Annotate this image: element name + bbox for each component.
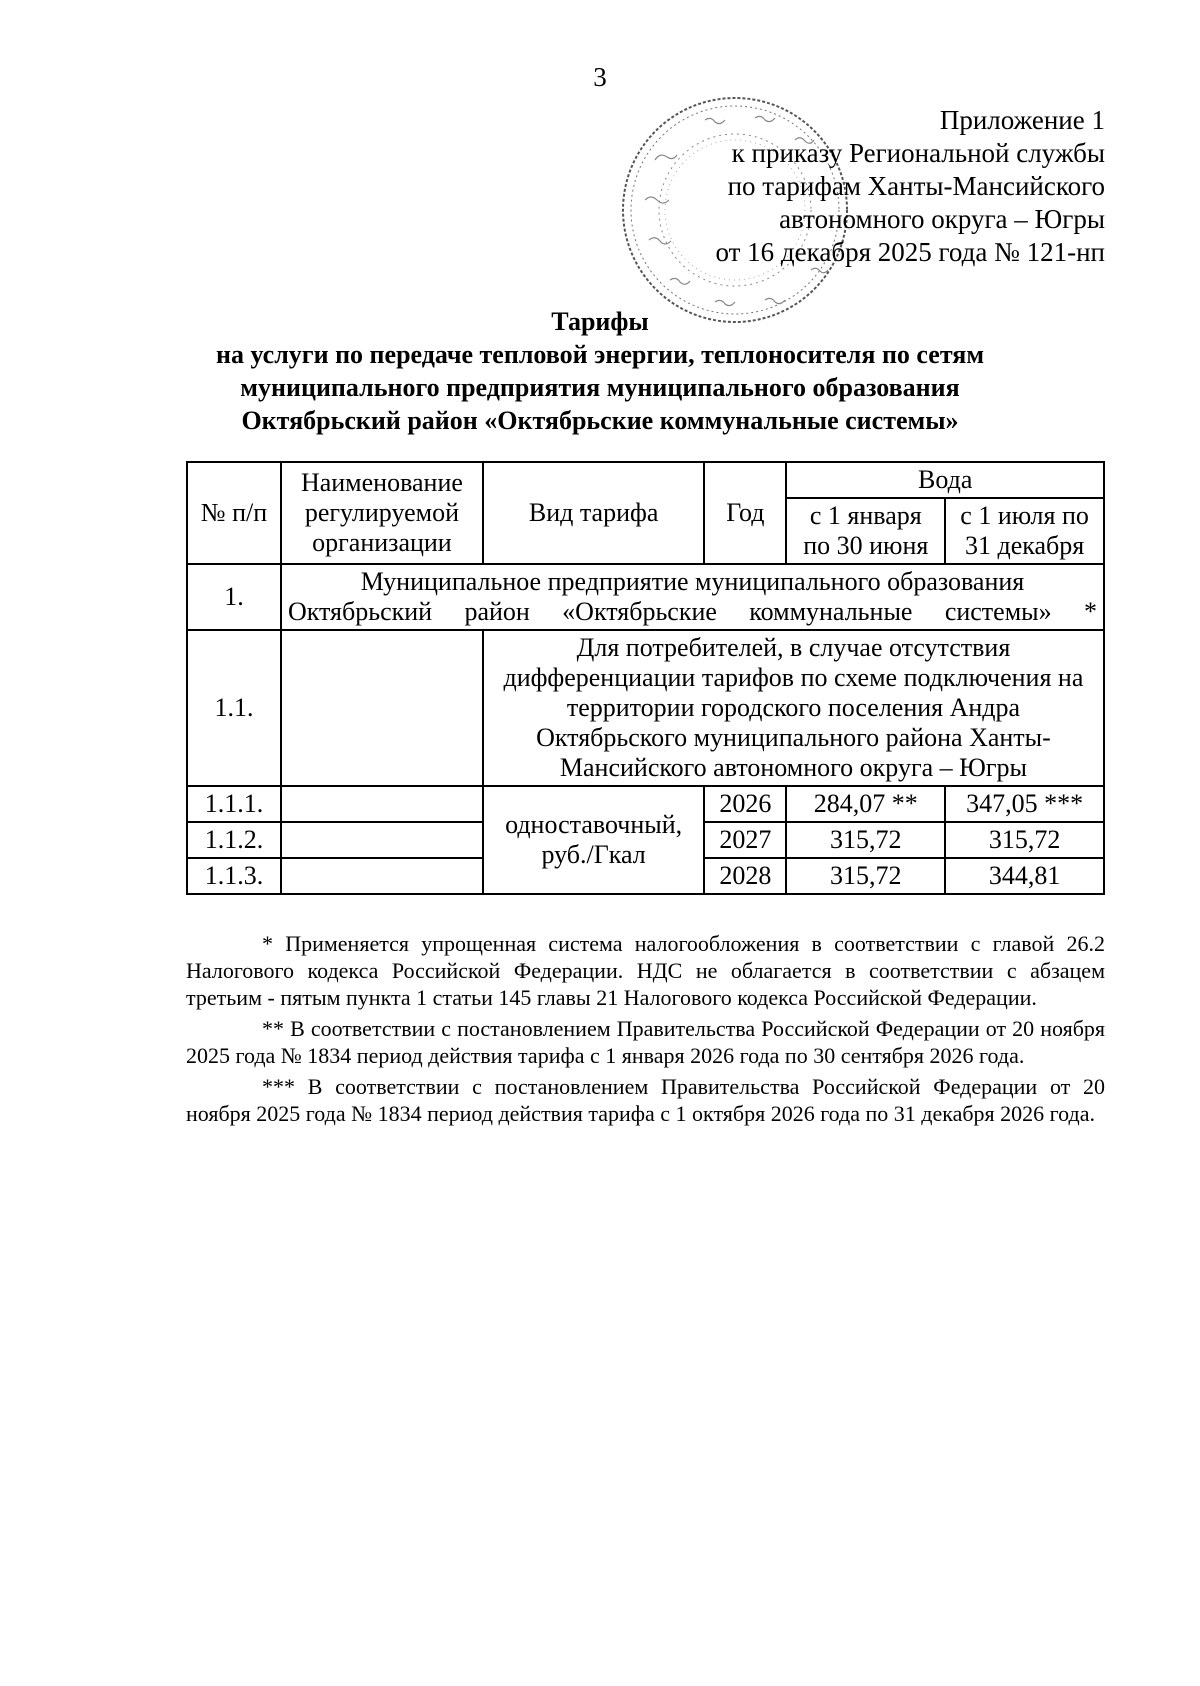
- row-year: 2027: [704, 822, 786, 858]
- empty-cell: [281, 858, 483, 894]
- row-value-p2: 315,72: [945, 822, 1104, 858]
- row-num: 1.1.2.: [187, 822, 281, 858]
- appendix-header: [505, 104, 1105, 269]
- appendix-line: к приказу Региональной службы: [731, 138, 1105, 168]
- footnote-3: *** В соответствии с постановлением Правительства Российской Федерации от 20 ноября 2025 года № 1834 период действия тарифа с 1 октября 2026 года по 31 декабря 2026 года.: [186, 1074, 1105, 1126]
- footnote-2: ** В соответствии с постановлением Правительства Российской Федерации от 20 ноября 2025 года № 1834 период действия тарифа с 1 января 2026 года по 30 сентября 2026 года.: [186, 1016, 1105, 1068]
- appendix-line: Приложение 1: [939, 105, 1105, 135]
- row-year: 2028: [704, 858, 786, 894]
- tariff-type-value: одноставочный, руб./Гкал: [483, 786, 704, 894]
- header-org: Наименование регулируемой организации: [281, 462, 483, 564]
- header-period-2: с 1 июля по 31 декабря: [945, 498, 1104, 564]
- section-name: Муниципальное предприятие муниципального образования Октябрьский район «Октябрьские коммунальные системы» *: [281, 564, 1104, 630]
- title-line: Октябрьский район «Октябрьские коммунальные системы»: [241, 406, 959, 435]
- row-value-p1: 315,72: [786, 822, 945, 858]
- empty-cell: [281, 786, 483, 822]
- table-row: [187, 786, 1104, 822]
- header-num: № п/п: [187, 462, 281, 564]
- row-num: 1.1.1.: [187, 786, 281, 822]
- header-year: Год: [704, 462, 786, 564]
- row-value-p2: 347,05 ***: [945, 786, 1104, 822]
- title-line: муниципального предприятия муниципального образования: [240, 373, 960, 402]
- title-line: на услуги по передаче тепловой энергии, теплоносителя по сетям: [215, 340, 985, 369]
- tariff-table: [186, 461, 1105, 895]
- document-title: [95, 305, 1105, 437]
- table-row: [187, 630, 1104, 786]
- footnotes: [186, 930, 1105, 1131]
- header-tariff-type: Вид тарифа: [483, 462, 704, 564]
- appendix-line: автономного округа – Югры: [779, 204, 1105, 234]
- section-num: 1.: [187, 564, 281, 630]
- title-line: Тарифы: [551, 307, 649, 336]
- appendix-line: от 16 декабря 2025 года № 121-нп: [715, 237, 1105, 267]
- appendix-line: по тарифам Ханты-Мансийского: [727, 171, 1105, 201]
- subsection-text: Для потребителей, в случае отсутствия дифференциации тарифов по схеме подключения на территории городского поселения Андра Октябрьского муниципального района Ханты-Мансийского автономного округа – Югры: [483, 630, 1104, 786]
- row-num: 1.1.3.: [187, 858, 281, 894]
- page-number: 3: [593, 62, 607, 92]
- row-value-p2: 344,81: [945, 858, 1104, 894]
- footnote-1: * Применяется упрощенная система налогообложения в соответствии с главой 26.2 Налогового кодекса Российской Федерации. НДС не облагается в соответствии с абзацем третьим - пятым пункта 1 статьи 145 главы 21 Налогового кодекса Российской Федерации.: [186, 931, 1105, 1010]
- row-value-p1: 284,07 **: [786, 786, 945, 822]
- row-year: 2026: [704, 786, 786, 822]
- subsection-num: 1.1.: [187, 630, 281, 786]
- header-water: Вода: [786, 462, 1104, 498]
- empty-cell: [281, 822, 483, 858]
- table-row: [187, 564, 1104, 630]
- row-value-p1: 315,72: [786, 858, 945, 894]
- empty-cell: [281, 630, 483, 786]
- table-header-row: [187, 462, 1104, 498]
- header-period-1: с 1 января по 30 июня: [786, 498, 945, 564]
